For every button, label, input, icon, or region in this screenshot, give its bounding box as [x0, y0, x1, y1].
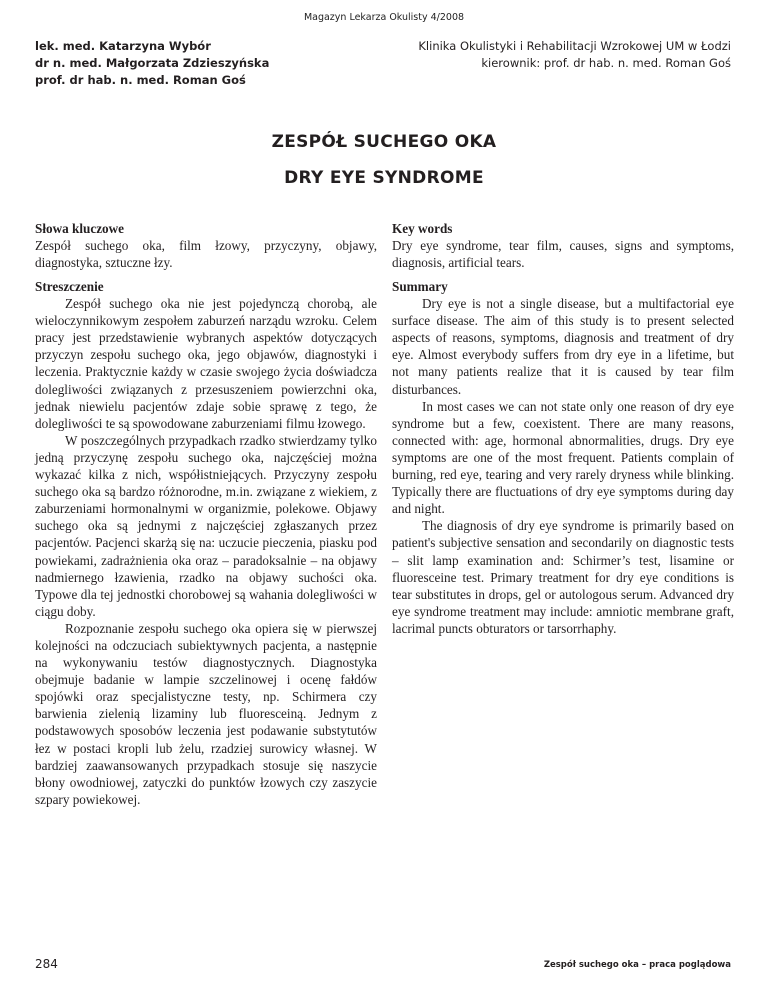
footer-section-label: Zespół suchego oka – praca poglądowa: [543, 960, 731, 970]
author-list: [35, 38, 269, 89]
journal-header: Magazyn Lekarza Okulisty 4/2008: [303, 12, 465, 23]
keywords-text: Zespół suchego oka, film łzowy, przyczyny, objawy, diagnostyka, sztuczne łzy.: [35, 238, 377, 271]
abstract-paragraph: Dry eye is not a single disease, but a multifactorial eye surface disease. The aim of this study is to present selected aspects of reasons, symptoms, diagnosis and treatment of dry eye. Almost everybody suffers from dry eye in a lifetime, but not many patients realize that it is caused by tear film disturbances.: [392, 296, 734, 397]
polish-abstract-section: [35, 278, 377, 808]
page-title: ZESPÓŁ SUCHEGO OKA: [271, 132, 497, 152]
author-name: lek. med. Katarzyna Wybór: [35, 39, 211, 53]
keywords-text: Dry eye syndrome, tear film, causes, signs and symptoms, diagnosis, artificial tears.: [392, 238, 734, 271]
affiliation-line: kierownik: prof. dr hab. n. med. Roman Goś: [481, 56, 731, 70]
affiliation-line: Klinika Okulistyki i Rehabilitacji Wzrokowej UM w Łodzi: [418, 39, 731, 53]
author-name: prof. dr hab. n. med. Roman Goś: [35, 73, 246, 87]
abstract-paragraph: W poszczególnych przypadkach rzadko stwierdzamy tylko jedną przyczynę zespołu suchego oka, najczęściej można wykazać kilka z nich, współistniejących. Przyczyny zespołu suchego oka są bardzo różnorodne, m.in. związane z wiekiem, z zaburzeniami hormonalnymi w organizmie, polekowe. Objawy suchego oka są jednymi z najczęściej zgłaszanych przez pacjentów. Pacjenci skarżą się na: uczucie pieczenia, piasku pod powiekami, zadrażnienia oka oraz – paradoksalnie – na objawy nadmiernego łzawienia, rzadko na objawy suchości oka. Typowe dla tej jednostki chorobowej są wahania dolegliwości w ciągu doby.: [35, 432, 377, 619]
polish-keywords-section: [35, 220, 377, 271]
abstract-heading: Streszczenie: [35, 279, 104, 294]
abstract-paragraph: Zespół suchego oka nie jest pojedynczą chorobą, ale wieloczynnikowym zespołem zaburzeń narządu wzroku. Celem pracy jest przedstawienie wybranych aspektów dotyczących przyczyn zespołu suchego oka, jego objawów, diagnostyki i leczenia. Praktycznie każdy w czasie swojego życia doświadcza dolegliwości związanych z przesuszeniem powierzchni oka, jednak niewielu pacjentów zdaje sobie sprawę z tego, że dolegliwości te są spowodowane zaburzeniami filmu łzowego.: [35, 296, 377, 431]
page-number: 284: [35, 957, 58, 971]
author-name: dr n. med. Małgorzata Zdzieszyńska: [35, 56, 270, 70]
abstract-heading: Summary: [392, 279, 448, 294]
abstract-paragraph: Rozpoznanie zespołu suchego oka opiera się w pierwszej kolejności na odczuciach subiektywnych pacjenta, a następnie na wykonywaniu testów diagnostycznych. Diagnostyka obejmuje badanie w lampie szczelinowej i ocenę fałdów spojówki oraz specjalistyczne testy, np. Schirmera czy barwienia zielenią lizaminy lub fluoresceiną. Jednym z podstawowych sposobów leczenia jest podawanie substytutów łez w postaci kropli lub żelu, rzadziej surowicy własnej. W bardziej zaawansowanych przypadkach stosuje się naszycie błony owodniowej, zatyczki do punktów łzowych czy zaszycie szpary powiekowej.: [35, 620, 377, 807]
english-keywords-section: [392, 220, 734, 271]
keywords-heading: Słowa kluczowe: [35, 221, 125, 236]
english-abstract-section: [392, 278, 734, 637]
affiliation: [418, 38, 731, 72]
page-subtitle: DRY EYE SYNDROME: [284, 168, 484, 188]
abstract-paragraph: In most cases we can not state only one reason of dry eye syndrome but a few, coexistent. There are many reasons, connected with: age, hormonal abnormalities, drugs. Dry eye symptoms are one of the most frequent. Patients complain of burning, red eye, tearing and very rarely dryness while blinking. Typically there are fluctuations of dry eye symptoms during day and night.: [392, 398, 734, 517]
abstract-paragraph: The diagnosis of dry eye syndrome is primarily based on patient's subjective sensation and secondarily on diagnostic tests – slit lamp examination and: Schirmer’s test, lisamine or fluoresceine test. Primary treatment for dry eye conditions is tear substitutes in drops, gel or autologous serum. Advanced dry eye syndrome treatment may include: amniotic membrane graft, lacrimal puncts obturators or tarsorrhaphy.: [392, 518, 734, 636]
keywords-heading: Key words: [392, 221, 453, 236]
